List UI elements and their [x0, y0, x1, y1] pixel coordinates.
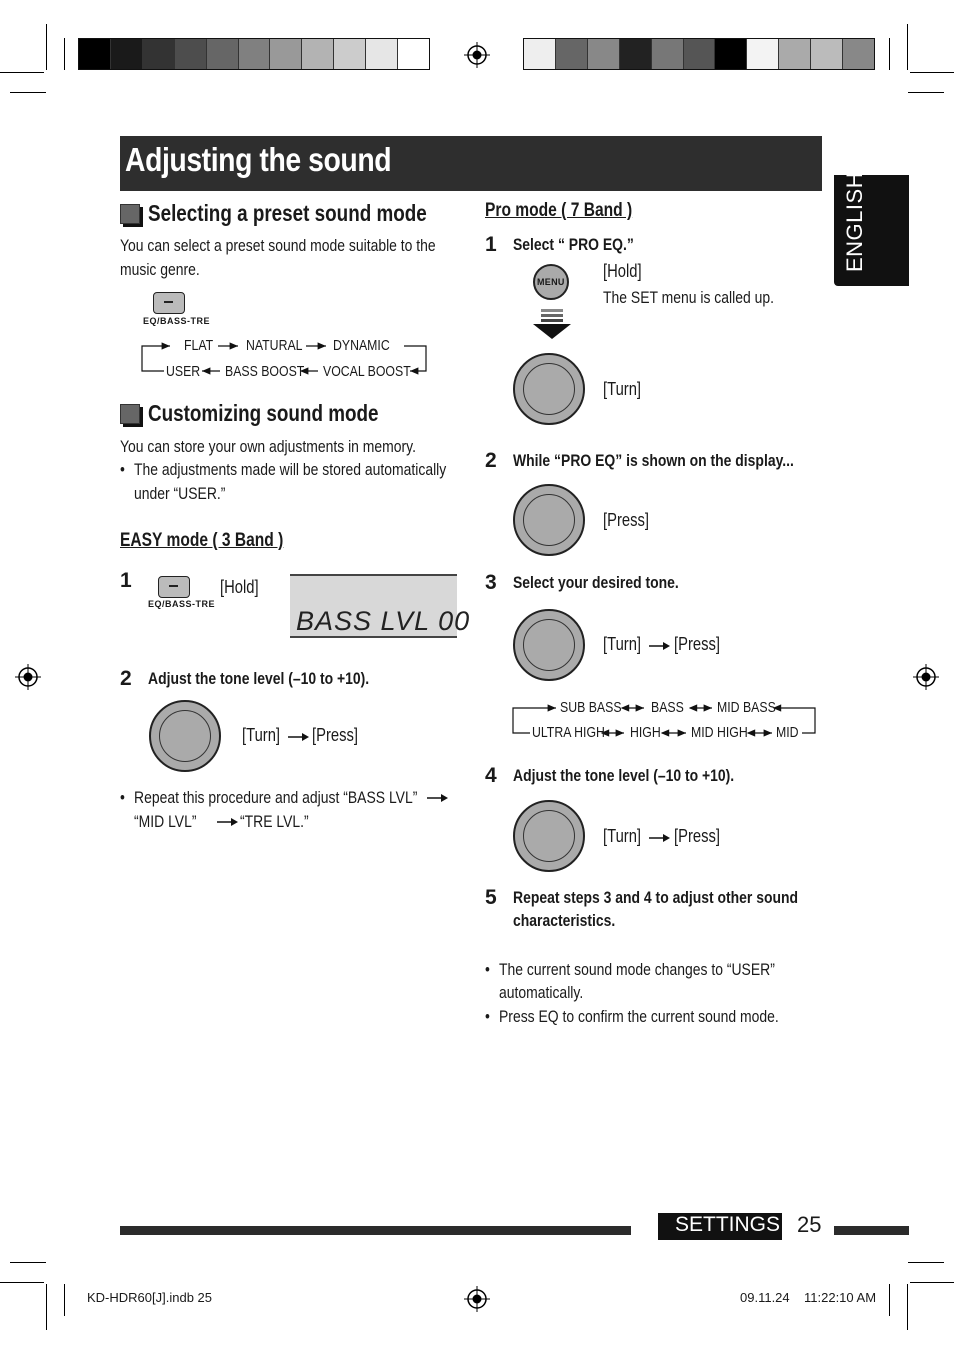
body-text: music genre. [120, 260, 200, 279]
registration-mark-icon [464, 42, 490, 68]
crop-mark [889, 38, 890, 70]
eq-button-label: EQ/BASS-TRE [148, 599, 216, 609]
arrow-right-icon [649, 833, 671, 843]
turn-label: [Turn] [242, 725, 281, 745]
bullet-text: The adjustments made will be stored automatically [134, 460, 447, 479]
press-label: [Press] [674, 826, 720, 846]
note-text: “TRE LVL.” [240, 812, 309, 831]
step-text: characteristics. [513, 911, 616, 930]
band-mid-high: MID HIGH [691, 724, 748, 741]
turn-label: [Turn] [603, 634, 642, 654]
preset-natural: NATURAL [246, 337, 303, 354]
gray-scale-bar-right [523, 38, 875, 70]
step-text: Repeat steps 3 and 4 to adjust other sound [513, 888, 799, 907]
menu-button-label: MENU [537, 277, 565, 287]
section-bullet-icon [120, 204, 140, 224]
crop-mark [910, 72, 954, 73]
crop-mark [0, 1282, 44, 1283]
arrow-right-icon [649, 641, 671, 651]
step-number: 1 [120, 569, 132, 592]
hold-label: [Hold] [220, 577, 259, 597]
step-text: While “PRO EQ” is shown on the display... [513, 451, 794, 470]
bullet-text: under “USER.” [134, 484, 226, 503]
print-time: 11:22:10 AM [804, 1290, 877, 1305]
body-text: You can store your own adjustments in memory. [120, 437, 416, 456]
band-bass: BASS [651, 699, 684, 716]
crop-mark [0, 72, 44, 73]
band-sub-bass: SUB BASS [560, 699, 622, 716]
page-number: 25 [797, 1212, 822, 1237]
step-number: 1 [485, 233, 497, 256]
press-label: [Press] [603, 510, 649, 530]
crop-mark [46, 1284, 47, 1330]
page-title: Adjusting the sound [125, 141, 392, 178]
preset-flat: FLAT [184, 337, 214, 354]
crop-mark [907, 1284, 908, 1330]
control-dial-icon [149, 700, 221, 772]
crop-mark [910, 1282, 954, 1283]
crop-mark [64, 38, 65, 70]
step-number: 2 [485, 449, 497, 472]
control-dial-icon [513, 484, 585, 556]
turn-label: [Turn] [603, 826, 642, 846]
easy-mode-heading: EASY mode ( 3 Band ) [120, 530, 284, 551]
control-dial-icon [513, 353, 585, 425]
crop-mark [10, 92, 46, 93]
hold-note: The SET menu is called up. [603, 288, 774, 307]
step-text: Select “ PRO EQ.” [513, 235, 634, 254]
section-heading-customizing: Customizing sound mode [148, 400, 379, 426]
file-name: KD-HDR60[J].indb 25 [87, 1290, 212, 1305]
step-text: Adjust the tone level (–10 to +10). [148, 669, 370, 688]
note-text: The current sound mode changes to “USER” [499, 960, 775, 979]
eq-button-label: EQ/BASS-TRE [143, 316, 211, 326]
crop-mark [64, 1284, 65, 1316]
bullet-dot: • [485, 960, 490, 979]
arrow-right-icon [217, 817, 239, 827]
step-number: 5 [485, 886, 497, 909]
eq-button-icon [153, 292, 185, 314]
down-arrow-icon [532, 308, 572, 340]
crop-mark [10, 1262, 46, 1263]
lcd-display-text: BASS LVL 00 [296, 606, 471, 636]
gray-scale-bar-left [78, 38, 430, 70]
crop-mark [889, 1284, 890, 1316]
bullet-dot: • [120, 460, 125, 479]
language-tab-label: ENGLISH [842, 171, 867, 272]
control-dial-icon [513, 800, 585, 872]
preset-bass-boost: BASS BOOST [225, 363, 305, 380]
section-label: SETTINGS [675, 1213, 781, 1236]
band-mid: MID [776, 724, 799, 741]
note-text: Press EQ to confirm the current sound mode. [499, 1007, 779, 1026]
note-text: “MID LVL” [134, 812, 197, 831]
registration-mark-icon [464, 1286, 490, 1312]
bullet-dot: • [120, 788, 125, 807]
print-date: 09.11.24 [740, 1290, 790, 1305]
registration-mark-icon [15, 664, 41, 690]
footer-rule [834, 1226, 909, 1235]
crop-mark [908, 1262, 944, 1263]
step-text: Adjust the tone level (–10 to +10). [513, 766, 735, 785]
press-label: [Press] [674, 634, 720, 654]
arrow-right-icon [288, 732, 310, 742]
preset-dynamic: DYNAMIC [333, 337, 390, 354]
band-mid-bass: MID BASS [717, 699, 776, 716]
step-number: 3 [485, 571, 497, 594]
press-label: [Press] [312, 725, 358, 745]
note-text: Repeat this procedure and adjust “BASS LVL” [134, 788, 418, 807]
eq-button-icon [158, 576, 190, 598]
body-text: You can select a preset sound mode suitable to the [120, 236, 436, 255]
step-text: Select your desired tone. [513, 573, 679, 592]
registration-mark-icon [913, 664, 939, 690]
hold-label: [Hold] [603, 261, 642, 281]
arrow-right-icon [427, 793, 449, 803]
pro-mode-heading: Pro mode ( 7 Band ) [485, 200, 633, 221]
preset-user: USER [166, 363, 201, 380]
footer-rule [120, 1226, 631, 1235]
turn-label: [Turn] [603, 379, 642, 399]
control-dial-icon [513, 609, 585, 681]
section-bullet-icon [120, 404, 140, 424]
band-ultra-high: ULTRA HIGH [532, 724, 605, 741]
crop-mark [907, 24, 908, 70]
crop-mark [46, 24, 47, 70]
step-number: 4 [485, 764, 497, 787]
band-high: HIGH [630, 724, 661, 741]
crop-mark [908, 92, 944, 93]
note-text: automatically. [499, 983, 584, 1002]
bullet-dot: • [485, 1007, 490, 1026]
section-heading-preset: Selecting a preset sound mode [148, 200, 427, 226]
preset-vocal-boost: VOCAL BOOST [323, 363, 411, 380]
step-number: 2 [120, 667, 132, 690]
